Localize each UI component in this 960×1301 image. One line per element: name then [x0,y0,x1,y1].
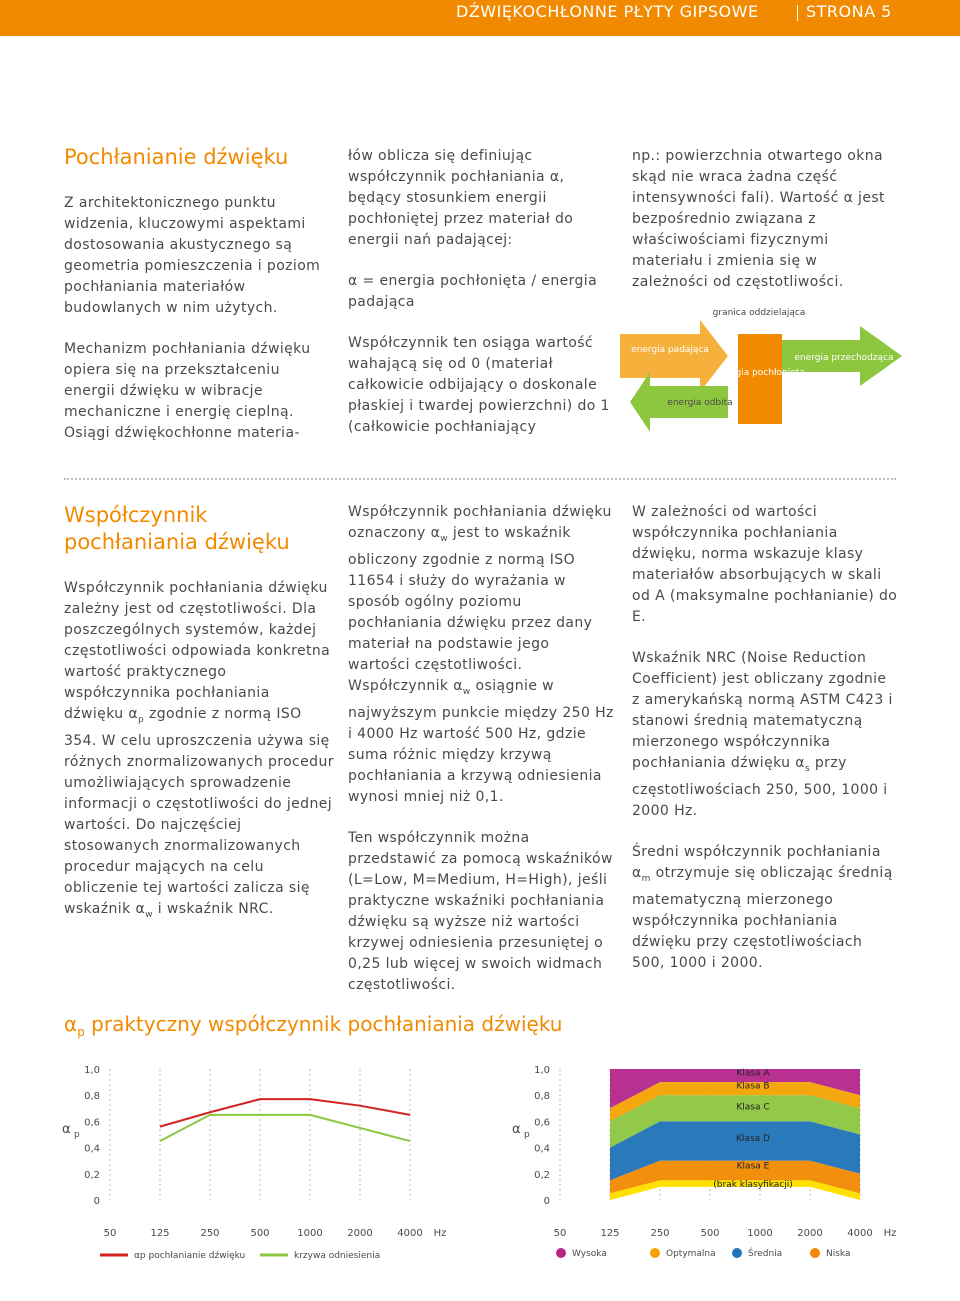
y-tick-label: 0,6 [84,1117,100,1129]
class-label: Klasa B [736,1081,770,1092]
page-number: STRONA 5 [806,2,892,21]
page-header [0,0,960,36]
x-tick-label: 125 [150,1228,170,1239]
absorption-chart [50,1055,470,1275]
section2-col3-p3: Średni współczynnik pochłaniania $\alpha_m$ otrzymuje się obliczając średnią matematyczną mierzonego współczynnika pochłaniania dźwięku przy częstotliwościach 500, 1000 i 2000. [632,843,893,971]
section2-col3-p2: Wskaźnik NRC (Noise Reduction Coefficient) jest obliczany zgodnie z amerykańską normą ASTM C423 i stanowi średnią matematyczną mierzonego współczynnika pochłaniania dźwięku $\alpha_s$ przy częstotliwościach 250, 500, 1000 i 2000 Hz. [632,650,893,819]
section1-col1-p2: Mechanizm pochłaniania dźwięku opiera się na przekształceniu energii dźwięku w wibracje mechaniczne i energię cieplną. Osiągi dźwiękochłonne materia- [64,341,311,441]
y-tick-label: 1,0 [84,1065,100,1076]
x-tick-label: 50 [103,1228,117,1239]
y-axis-label: α [512,1122,521,1137]
legend-dot [650,1248,660,1258]
y-tick-label: 0,4 [534,1143,550,1155]
x-tick-label: 4000 [847,1228,873,1239]
legend-dot [732,1248,742,1258]
y-tick-label: 0,2 [84,1169,100,1181]
legend-dot [556,1248,566,1258]
section1-col2-p3: Współczynnik ten osiąga wartość wahającą się od 0 (materiał całkowicie odbijający o doskonale płaskiej i twardej powierzchni) do 1 (całkowicie pochłaniający [348,335,610,435]
section1-col3-p1: np.: powierzchnia otwartego okna skąd nie wraca żadna część intensywności fali). Wartość α jest bezpośrednio związana z właściwościami fizycznymi materiału i zmienia się w zależności od częstotliwości. [632,148,885,290]
reflected-label: energia odbita [667,398,733,408]
x-tick-label: Hz [883,1228,897,1239]
x-tick-label: 50 [553,1228,567,1239]
header-separator [797,5,798,21]
x-tick-label: 1000 [747,1228,773,1239]
energy-diagram [620,300,910,440]
legend-dot [810,1248,820,1258]
section1-col1 [64,144,334,444]
section1-col1-p1: Z architektonicznego punktu widzenia, kluczowymi aspektami dostosowania akustycznego są geometria pomieszczenia i poziom pochłaniania materiałów budowlanych w nim użytych. [64,195,321,316]
section2-col1 [64,502,334,926]
y-tick-label: 0,6 [534,1117,550,1129]
y-axis-label: α [62,1122,71,1137]
class-chart [500,1055,920,1275]
legend-label: Średnia [748,1249,783,1259]
section2-col1-p1: Współczynnik pochłaniania dźwięku zależny jest od częstotliwości. Dla poszczególnych systemów, każdej częstotliwości odpowiada konkretna wartość praktycznego współczynnika pochłaniania dźwięku $\alpha_p$ zgodnie z normą ISO 354. W celu uproszczenia używa się różnych znormalizowanych procedur umożliwiających sprowadzenie informacji o częstotliwości do jednej wartości. Do najczęściej stosowanych znormalizowanych procedur mających na celu obliczenie tej wartości zalicza się wskaźnik $\alpha_w$ i wskaźnik NRC. [64,580,334,920]
legend-label-reference: krzywa odniesienia [294,1251,381,1261]
class-label: Klasa C [736,1102,770,1113]
legend-label: Optymalna [666,1249,716,1259]
section2-col3 [632,502,898,974]
section2-col2-p2: Ten współczynnik można przedstawić za pomocą wskaźników (L=Low, M=Medium, H=High), jeśli praktyczne wskaźniki pochłaniania dźwięku są wyższe niż wartości krzywej odniesienia przesuniętej o 0,25 lub więcej w swoich widmach częstotliwości. [348,829,613,993]
section1-col2-p1: łów oblicza się definiując współczynnik pochłaniania α, będący stosunkiem energii pochłoniętej przez materiał do energii nań padającej: [348,148,574,248]
section2-col2-p1: Współczynnik pochłaniania dźwięku oznaczony $\alpha_w$ jest to wskaźnik obliczony zgodnie z normą ISO 11654 i służy do wyrażania w sposób ogólny poziomu pochłaniania dźwięku przez dany materiał na podstawie jego wartości częstotliwości. Współczynnik $\alpha_w$ osiągnie w najwyższym punkcie między 250 Hz i 4000 Hz wartość 500 Hz, gdzie suma różnic między krzywą pochłaniania a krzywą odniesienia wynosi mniej niż 0,1. [348,504,614,805]
chart-section-title: $\alpha_p$ praktyczny współczynnik pochłaniania dźwięku [64,1012,563,1039]
boundary-label: granica oddzielająca [712,308,806,318]
section2-col2 [348,502,614,996]
absorber-panel [738,334,782,424]
incident-arrow [620,320,728,392]
y-tick-label: 0,8 [534,1091,550,1103]
class-label: Klasa A [736,1068,770,1079]
x-tick-label: 2000 [347,1228,373,1239]
y-tick-label: 0,8 [84,1091,100,1103]
reference-curve [160,1115,410,1141]
legend-label: Wysoka [572,1249,607,1259]
incident-label: energia padająca [631,345,709,355]
section1-col2 [348,146,614,438]
section-divider [64,478,896,480]
y-axis-label-sub: p [74,1130,80,1140]
x-tick-label: 125 [600,1228,620,1239]
section1-col3 [632,146,898,293]
x-tick-label: 250 [200,1228,220,1239]
y-axis-label-sub: p [524,1130,530,1140]
section2-col3-p1: W zależności od wartości współczynnika pochłaniania dźwięku, norma wskazuje klasy materiałów absorbujących w skali od A (maksymalne pochłanianie) do E. [632,504,898,625]
y-tick-label: 0 [543,1196,550,1207]
y-tick-label: 0 [93,1196,100,1207]
class-label: (brak klasyfikacji) [713,1179,793,1190]
alpha-formula: α = energia pochłonięta / energia padająca [348,273,598,310]
y-tick-label: 0,2 [534,1169,550,1181]
x-tick-label: 1000 [297,1228,323,1239]
y-tick-label: 0,4 [84,1143,100,1155]
class-label: Klasa D [736,1134,770,1145]
absorbed-label: energia pochłonięta [715,368,805,378]
section1-title: Pochłanianie dźwięku [64,145,289,169]
header-title: DŹWIĘKOCHŁONNE PŁYTY GIPSOWE [456,2,759,21]
x-tick-label: 2000 [797,1228,823,1239]
x-tick-label: 500 [700,1228,720,1239]
legend-label: Niska [826,1249,851,1259]
x-tick-label: Hz [433,1228,447,1239]
x-tick-label: 500 [250,1228,270,1239]
y-tick-label: 1,0 [534,1065,550,1076]
x-tick-label: 4000 [397,1228,423,1239]
legend-label-absorption: αp pochłanianie dźwięku [134,1251,246,1261]
transmitted-label: energia przechodząca [794,353,894,363]
section2-title: Współczynnik pochłaniania dźwięku [64,503,290,554]
class-label: Klasa E [736,1161,770,1172]
x-tick-label: 250 [650,1228,670,1239]
